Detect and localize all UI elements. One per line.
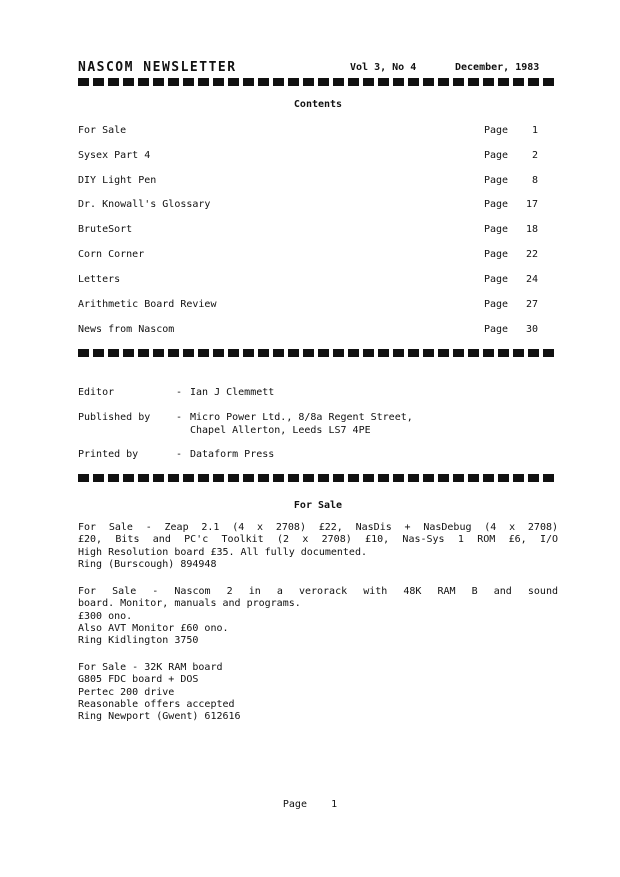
printer-label: Printed by [78, 449, 139, 460]
classified-ad [78, 662, 558, 723]
toc-item-title: Corn Corner [78, 249, 145, 260]
issue-date: December, 1983 [455, 62, 540, 73]
ad-line: £300 ono. [78, 610, 133, 622]
toc-item-page-number: 18 [525, 224, 538, 235]
ad-line: High Resolution board £35. All fully documented. [78, 546, 367, 558]
toc-item-title: Dr. Knowall's Glossary [78, 199, 211, 210]
masthead-rule [78, 78, 558, 86]
issue-number: Vol 3, No 4 [350, 62, 417, 73]
toc-item [78, 249, 538, 263]
toc-item-page-label: Page [484, 224, 509, 235]
toc-item-page-label: Page [484, 125, 509, 136]
section-divider [78, 474, 558, 482]
toc-item-title: Letters [78, 274, 121, 285]
classified-ad [78, 586, 558, 647]
toc-item-page-label: Page [484, 175, 509, 186]
toc-item [78, 324, 538, 338]
for-sale-heading: For Sale [293, 500, 343, 511]
toc-item [78, 125, 538, 139]
toc-item-page-label: Page [484, 299, 509, 310]
toc-item-title: DIY Light Pen [78, 175, 157, 186]
toc-item [78, 274, 538, 288]
publisher-dash: - [176, 412, 183, 423]
ad-line: Pertec 200 drive [78, 686, 175, 698]
ad-line: G805 FDC board + DOS [78, 674, 199, 686]
toc-item-page-number: 24 [525, 274, 538, 285]
ad-line: For Sale - Nascom 2 in a verorack with 48K RAM B and sound [78, 586, 558, 597]
ad-line: board. Monitor, manuals and programs. [78, 598, 301, 610]
printer-dash: - [176, 449, 183, 460]
toc-item-title: Arithmetic Board Review [78, 299, 217, 310]
toc-item [78, 175, 538, 189]
ad-line: Ring (Burscough) 894948 [78, 558, 217, 570]
page-footer [0, 799, 620, 810]
toc-item-page-label: Page [484, 324, 509, 335]
ad-line: £20, Bits and PC'c Toolkit (2 x 2708) £10, Nas-Sys 1 ROM £6, I/O [78, 534, 558, 546]
toc-item-title: News from Nascom [78, 324, 175, 335]
toc-item-title: For Sale [78, 125, 127, 136]
toc-item-page-number: 30 [525, 324, 538, 335]
toc-item-page-label: Page [484, 249, 509, 260]
publisher-label: Published by [78, 412, 151, 423]
printer-name: Dataform Press [190, 449, 275, 460]
toc-item [78, 224, 538, 238]
toc-item-page-number: 17 [525, 199, 538, 210]
editor-dash: - [176, 387, 183, 398]
toc-item-page-number: 1 [531, 125, 538, 136]
toc-item-page-number: 27 [525, 299, 538, 310]
publisher-address-line2: Chapel Allerton, Leeds LS7 4PE [190, 425, 371, 436]
ad-line: For Sale - 32K RAM board [78, 662, 223, 673]
toc-item-page-number: 8 [531, 175, 538, 186]
section-divider [78, 349, 558, 357]
newsletter-masthead: NASCOM NEWSLETTER [78, 60, 237, 75]
editor-name: Ian J Clemmett [190, 387, 275, 398]
contents-heading: Contents [293, 99, 343, 110]
classified-ad [78, 522, 558, 571]
editor-label: Editor [78, 387, 115, 398]
toc-item [78, 150, 538, 164]
toc-item [78, 299, 538, 313]
toc-item-page-label: Page [484, 150, 509, 161]
ad-line: Also AVT Monitor £60 ono. [78, 622, 229, 634]
ad-line: Ring Kidlington 3750 [78, 635, 199, 647]
toc-item [78, 199, 538, 213]
toc-item-page-label: Page [484, 199, 509, 210]
toc-item-title: BruteSort [78, 224, 133, 235]
publisher-address-line1: Micro Power Ltd., 8/8a Regent Street, [190, 412, 413, 423]
toc-item-page-number: 2 [531, 150, 538, 161]
ad-line: Ring Newport (Gwent) 612616 [78, 711, 241, 723]
toc-item-title: Sysex Part 4 [78, 150, 151, 161]
footer-page-number: 1 [331, 799, 338, 810]
toc-item-page-label: Page [484, 274, 509, 285]
ad-line: Reasonable offers accepted [78, 698, 235, 710]
toc-item-page-number: 22 [525, 249, 538, 260]
footer-page-label: Page [282, 799, 307, 810]
ad-line: For Sale - Zeap 2.1 (4 x 2708) £22, NasDis + NasDebug (4 x 2708) [78, 522, 558, 533]
